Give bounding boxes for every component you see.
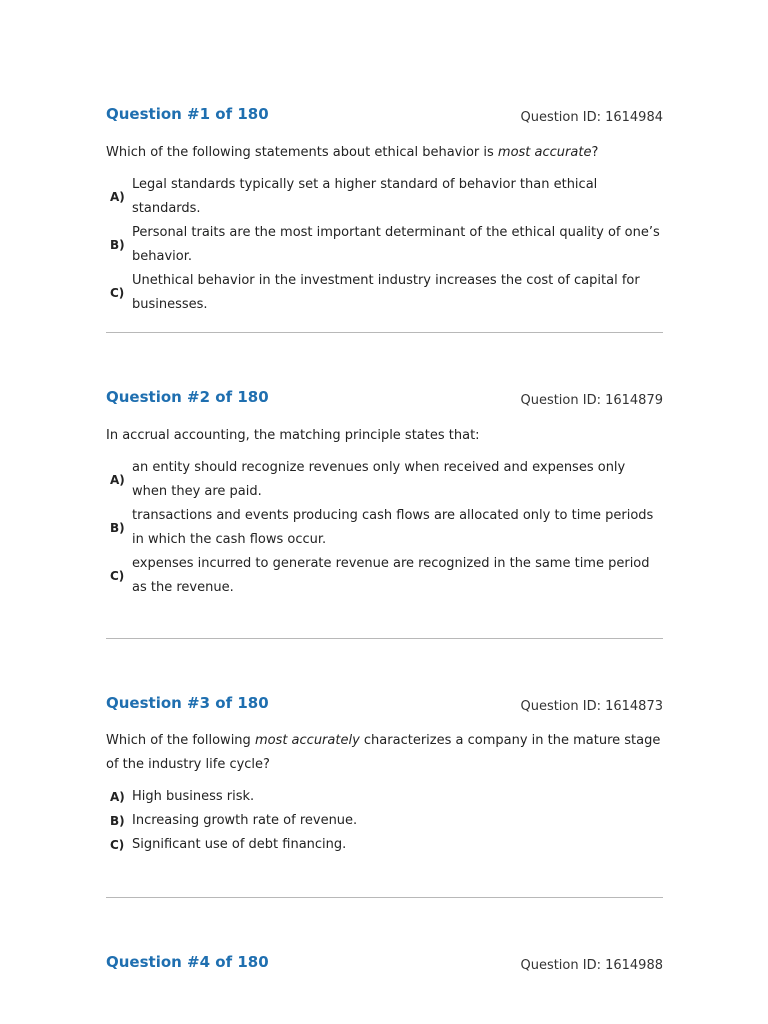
question-1	[106, 104, 663, 317]
stem-emphasis: most accurate	[497, 145, 592, 160]
option-letter: C)	[110, 838, 125, 852]
option-text: High business risk.	[132, 789, 255, 804]
option-text: an entity should recognize revenues only when received and expenses only when they are paid.	[132, 460, 626, 499]
answer-option-a[interactable]	[106, 173, 663, 221]
option-letter: B)	[110, 521, 125, 535]
question-stem	[106, 141, 663, 165]
question-header	[106, 387, 663, 411]
answer-option-c[interactable]	[106, 833, 663, 857]
option-text: Increasing growth rate of revenue.	[132, 813, 358, 828]
answer-option-c[interactable]	[106, 269, 663, 317]
stem-text: In accrual accounting, the matching principle states that:	[106, 428, 480, 443]
option-text: transactions and events producing cash flows are allocated only to time periods in which the cash flows occur.	[132, 508, 654, 547]
answer-option-b[interactable]	[106, 221, 663, 269]
option-letter: B)	[110, 238, 125, 252]
question-title: Question #3 of 180	[106, 694, 269, 712]
option-letter: B)	[110, 814, 125, 828]
option-text: Legal standards typically set a higher standard of behavior than ethical standards.	[132, 177, 598, 216]
answer-option-b[interactable]	[106, 504, 663, 552]
option-letter: A)	[110, 190, 125, 204]
answer-option-b[interactable]	[106, 809, 663, 833]
question-divider	[106, 638, 663, 639]
stem-text-end: characterizes a company in the mature stage of the industry life cycle?	[106, 733, 661, 772]
answer-options	[106, 173, 663, 317]
option-letter: C)	[110, 569, 125, 583]
stem-text: Which of the following	[106, 733, 255, 748]
stem-emphasis: most accurately	[254, 733, 360, 748]
question-header	[106, 104, 663, 128]
answer-option-a[interactable]	[106, 785, 663, 809]
option-text: Personal traits are the most important determinant of the ethical quality of one’s behavior.	[132, 225, 660, 264]
option-text: Significant use of debt financing.	[132, 837, 347, 852]
question-header	[106, 693, 663, 717]
answer-options	[106, 785, 663, 857]
question-id: Question ID: 1614873	[520, 699, 663, 714]
question-header	[106, 952, 663, 976]
option-text: Unethical behavior in the investment industry increases the cost of capital for businesses.	[132, 273, 640, 312]
question-3	[106, 693, 663, 857]
question-stem	[106, 729, 663, 777]
stem-text-end: ?	[591, 145, 599, 160]
option-letter: C)	[110, 286, 125, 300]
question-divider	[106, 332, 663, 333]
question-id: Question ID: 1614879	[520, 393, 663, 408]
option-text: expenses incurred to generate revenue are recognized in the same time period as the revenue.	[132, 556, 650, 595]
question-id: Question ID: 1614984	[520, 110, 663, 125]
question-title: Question #2 of 180	[106, 388, 269, 406]
question-2	[106, 387, 663, 600]
option-letter: A)	[110, 473, 125, 487]
question-divider	[106, 897, 663, 898]
question-id: Question ID: 1614988	[520, 958, 663, 973]
answer-option-c[interactable]	[106, 552, 663, 600]
question-4	[106, 952, 663, 976]
answer-option-a[interactable]	[106, 456, 663, 504]
answer-options	[106, 456, 663, 600]
question-title: Question #4 of 180	[106, 953, 269, 971]
option-letter: A)	[110, 790, 125, 804]
question-stem	[106, 424, 663, 448]
question-title: Question #1 of 180	[106, 105, 269, 123]
stem-text: Which of the following statements about ethical behavior is	[106, 145, 498, 160]
